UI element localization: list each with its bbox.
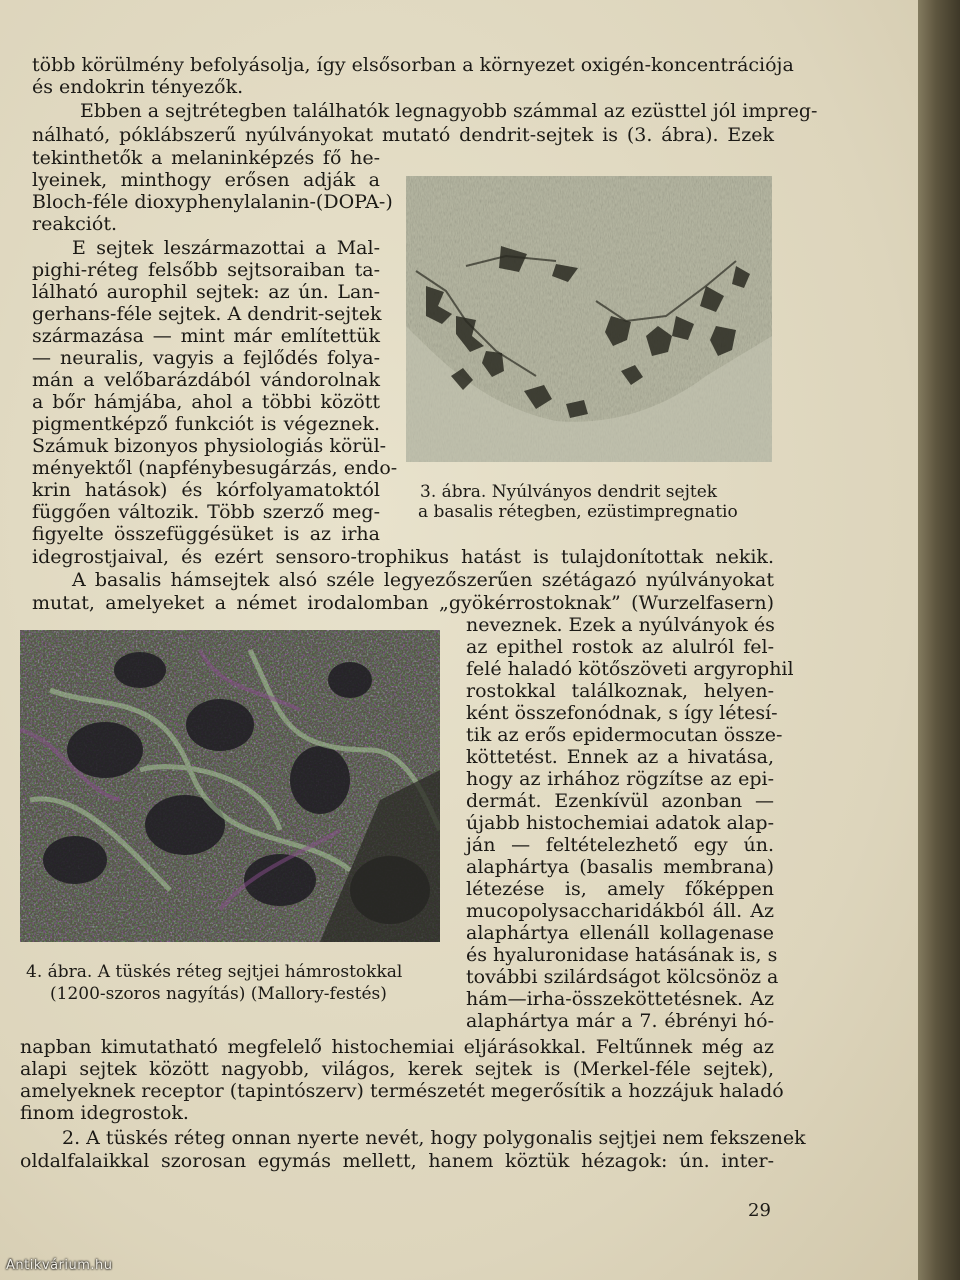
text-line: mán a velőbarázdából vándorolnak	[32, 369, 380, 391]
text-line: hám—irha-összeköttetésnek. Az	[466, 988, 774, 1010]
text-line: tekinthetők a melaninképzés fő he-	[32, 147, 380, 169]
text-line: alaphártya ellenáll kollagenase	[466, 922, 774, 944]
text-line: hogy az irhához rögzítse az epi-	[466, 768, 774, 790]
text-line: a bőr hámjába, ahol a többi között	[32, 391, 380, 413]
text-line: 2. A tüskés réteg onnan nyerte nevét, hogy polygonalis sejtjei nem fekszenek	[62, 1127, 806, 1149]
text-line: krin hatások) és kórfolyamatoktól	[32, 479, 380, 501]
text-line: mucopolysaccharidákból áll. Az	[466, 900, 774, 922]
spinous-layer-image	[20, 630, 440, 942]
text-line: pighi-réteg felsőbb sejtsoraiban ta-	[32, 259, 380, 281]
text-line: napban kimutatható megfelelő histochemiai eljárásokkal. Feltűnnek még az	[20, 1036, 774, 1058]
text-line: idegrostjaival, és ezért sensoro-trophikus hatást is tulajdonítottak nekik.	[32, 546, 774, 568]
figure-4-caption: (1200-szoros nagyítás) (Mallory-festés)	[50, 984, 387, 1004]
text-line: és endokrin tényezők.	[32, 76, 244, 98]
figure-4-micrograph	[20, 630, 440, 942]
text-line: figyelte összefüggésüket is az irha	[32, 523, 380, 545]
text-line: tik az erős epidermocutan össze-	[466, 724, 783, 746]
page-number: 29	[748, 1200, 771, 1221]
text-line: alapi sejtek között nagyobb, világos, kerek sejtek is (Merkel-féle sejtek),	[20, 1058, 774, 1080]
text-line: lálható aurophil sejtek: az ún. Lan-	[32, 281, 380, 303]
text-line: dermát. Ezenkívül azonban —	[466, 790, 774, 812]
text-line: gerhans-féle sejtek. A dendrit-sejtek	[32, 303, 382, 325]
figure-3-caption: 3. ábra. Nyúlványos dendrit sejtek	[420, 482, 718, 502]
text-line: több körülmény befolyásolja, így elsősorban a környezet oxigén-koncentrációja	[32, 54, 794, 76]
text-line: alaphártya már a 7. ébrényi hó-	[466, 1010, 774, 1032]
text-line: és hyaluronidase hatásának is, s	[466, 944, 778, 966]
text-line: amelyeknek receptor (tapintószerv) természetét megerősítik a hozzájuk haladó	[20, 1080, 784, 1102]
text-line: oldalfalaikkal szorosan egymás mellett, hanem köztük hézagok: ún. inter-	[20, 1150, 774, 1172]
text-line: nálható, póklábszerű nyúlványokat mutató dendrit-sejtek is (3. ábra). Ezek	[32, 124, 774, 146]
text-line: neveznek. Ezek a nyúlványok és	[466, 614, 775, 636]
figure-4-caption: 4. ábra. A tüskés réteg sejtjei hámrostokkal	[26, 962, 403, 982]
text-line: E sejtek leszármazottai a Mal-	[72, 237, 380, 259]
text-line: létezése is, amely főképpen	[466, 878, 774, 900]
text-line: ján — feltételezhető egy ún.	[466, 834, 774, 856]
text-line: további szilárdságot kölcsönöz a	[466, 966, 779, 988]
text-line: származása — mint már említettük	[32, 325, 380, 347]
text-line: — neuralis, vagyis a fejlődés folya-	[32, 347, 380, 369]
text-line: függően változik. Több szerző meg-	[32, 501, 380, 523]
text-line: Számuk bizonyos physiologiás körül-	[32, 435, 387, 457]
dendrite-cells-image	[406, 176, 772, 462]
figure-3-caption: a basalis rétegben, ezüstimpregnatio	[418, 502, 738, 522]
text-line: az epithel rostok az alulról fel-	[466, 636, 774, 658]
text-line: reakciót.	[32, 213, 117, 235]
text-line: alaphártya (basalis membrana)	[466, 856, 774, 878]
figure-3-micrograph	[406, 176, 772, 462]
text-line: ményektől (napfénybesugárzás, endo-	[32, 457, 398, 479]
text-line: finom idegrostok.	[20, 1102, 189, 1124]
text-line: A basalis hámsejtek alsó széle legyezőszerűen szétágazó nyúlványokat	[72, 569, 774, 591]
text-line: felé haladó kötőszöveti argyrophil	[466, 658, 794, 680]
text-line: Bloch-féle dioxyphenylalanin-(DOPA-)	[32, 191, 393, 213]
text-line: rostokkal találkoznak, helyen-	[466, 680, 774, 702]
text-line: újabb histochemiai adatok alap-	[466, 812, 774, 834]
text-line: köttetést. Ennek az a hivatása,	[466, 746, 774, 768]
text-line: mutat, amelyeket a német irodalomban „gyökérrostoknak” (Wurzelfasern)	[32, 592, 774, 614]
text-line: ként összefonódnak, s így létesí-	[466, 702, 778, 724]
text-line: pigmentképző funkciót is végeznek.	[32, 413, 380, 435]
site-watermark: Antikvárium.hu	[6, 1258, 113, 1273]
text-line: Ebben a sejtrétegben találhatók legnagyobb számmal az ezüsttel jól impreg-	[80, 100, 818, 122]
text-line: lyeinek, minthogy erősen adják a	[32, 169, 380, 191]
